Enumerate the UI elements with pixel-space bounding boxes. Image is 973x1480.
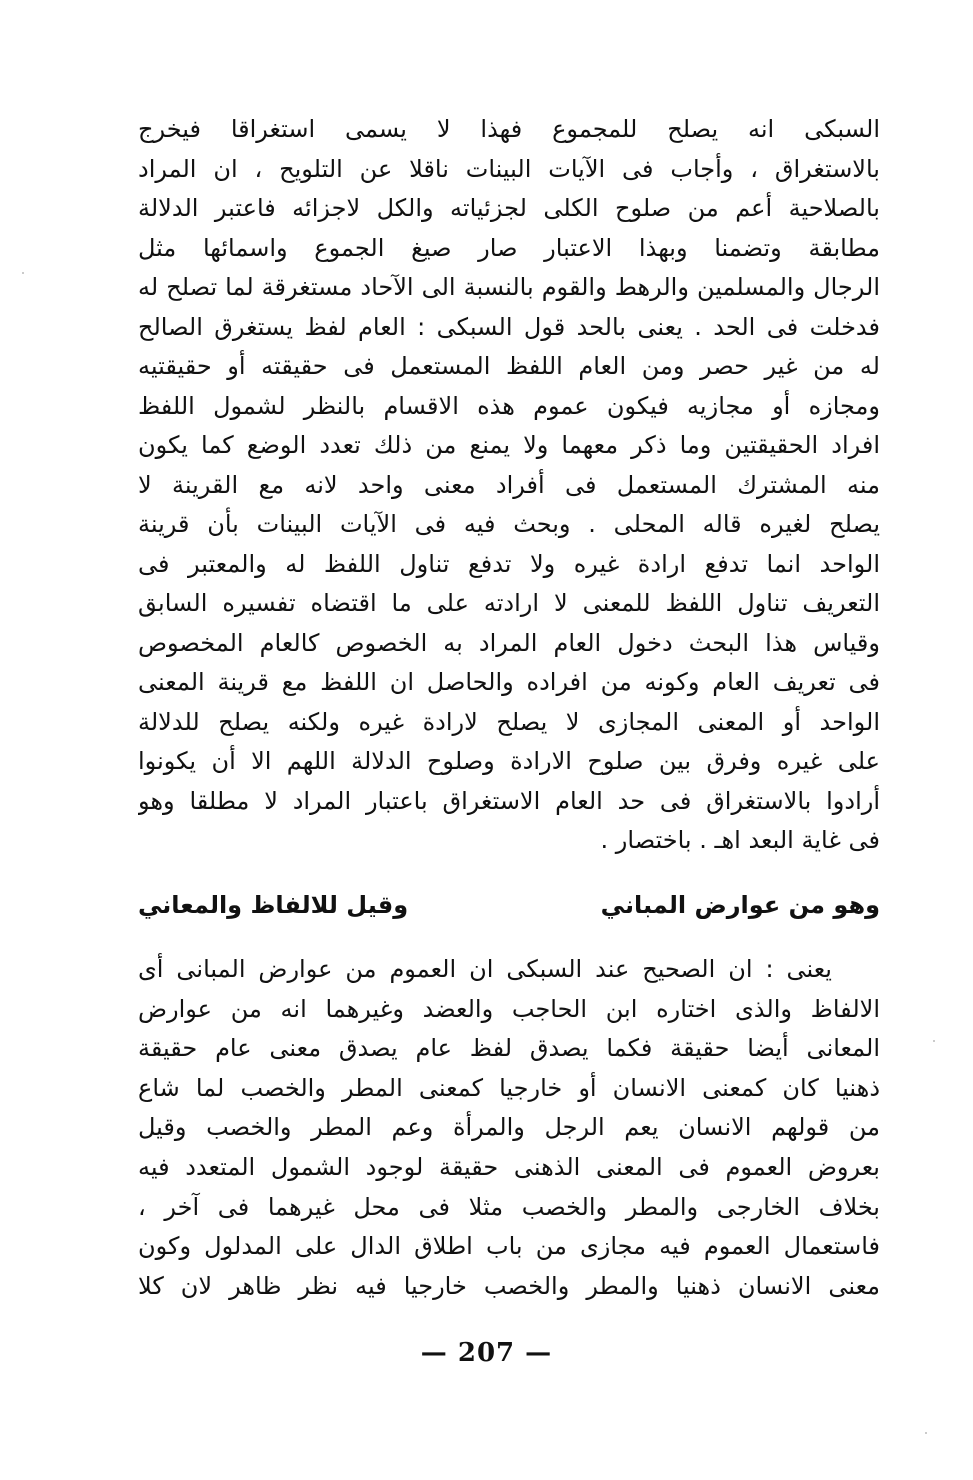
text-line: منه المشترك المستعمل فى أفراد معنى واحد لانه مع القرينة لا (138, 470, 880, 499)
text-line: الواحد انما تدفع ارادة غيره ولا تدفع تناول اللفظ له والمعتبر فى (138, 549, 880, 578)
text-line: الواحد أو المعنى المجازى لا يصلح لارادة غيره ولكنه يصلح للدلالة (138, 707, 880, 736)
text-line: افراد الحقيقتين وما ذكر معهما ولا يمنع من ذلك تعدد الوضع كما يكون (138, 431, 880, 459)
text-line: له من غير حصر ومن العام اللفظ المستعمل فى حقيقته أو حقيقتيه (138, 352, 880, 380)
text-line: الالفاظ والذى اختاره ابن الحاجب والعضد وغيرهما انه من عوارض (138, 994, 880, 1023)
text-line: فى غاية البعد اهـ . باختصار . (600, 826, 880, 854)
text-line: السبكى انه يصلح للمجموع فهذا لا يسمى استغراقا فيخرج (138, 115, 880, 143)
text-line: أرادوا بالاستغراق فى حد العام الاستغراق باعتبار المراد لا مطلقا وهو (138, 786, 880, 815)
text-line: ذهنيا كان كمعنى الانسان أو خارجيا كمعنى المطر والخصب لما شاع (138, 1073, 880, 1102)
text-line: من قولهم الانسان يعم الرجل والمرأة وعم المطر والخصب وقيل (138, 1113, 880, 1142)
scan-speck (925, 1432, 927, 1434)
text-line: بخلاف الخارجى والمطر والخصب مثلا فى محل غيرهما فى آخر ، (138, 1192, 880, 1221)
text-line: يصلح لغيره قاله المحلى . وبحث فيه فى الآيات البينات بأن قرينة (138, 510, 880, 538)
text-line: فى تعريف العام وكونه من افراده والحاصل ان اللفظ مع قرينة المعنى (138, 668, 880, 696)
text-line: بالصلاحية أعم من صلوح الكلى لجزئياته والكل لاجزائه فاعتبر الدلالة (138, 194, 880, 222)
text-line: التعريف تناول اللفظ للمعنى لا ارادته على ما اقتضاه تفسيره السابق (138, 589, 880, 617)
verse-hemistich-right: وهو من عوارض المباني (600, 891, 880, 919)
commentary-paragraph-bottom (138, 950, 880, 1306)
text-line: بالاستغراق ، وأجاب فى الآيات البينات ناقلا عن التلويح ، ان المراد (138, 154, 880, 183)
text-line: يعنى : ان الصحيح عند السبكى ان العموم من عوارض المبانى أى (138, 955, 832, 983)
text-line: فدخلت فى الحد . يعنى بالحد قول السبكى : العام لفظ يستغرق الصالح (138, 312, 880, 341)
text-line: الرجال والمسلمين والرهط والقوم بالنسبة الى الآحاد مستغرقة لما تصلح له (138, 273, 880, 301)
text-line: ومجازه أو مجازيه فيكون عموم هذه الاقسام بالنظر لشمول اللفظ (138, 391, 880, 420)
commentary-paragraph-top (138, 110, 880, 861)
text-line: مطابقة وتضمنا وبهذا الاعتبار صار صيغ الجموع واسمائها مثل (138, 233, 880, 262)
text-line: على غيره وفرق بين صلوح الارادة وصلوح الدلالة اللهم الا أن يكونوا (138, 747, 880, 775)
text-line: معنى الانسان ذهنيا والمطر والخصب خارجيا فيه نظر ظاهر لان كلا (138, 1271, 880, 1300)
scan-speck (22, 272, 24, 274)
text-line: المعانى أيضا حقيقة فكما يصدق لفظ عام يصدق معنى عام حقيقة (138, 1034, 880, 1063)
page-number: — 207 — (420, 1338, 553, 1368)
verse-hemistich-left: وقيل للالفاظ والمعاني (138, 891, 409, 919)
text-line: فاستعمال العموم فيه مجازى من باب اطلاق الدال على المدلول وكون (138, 1232, 880, 1261)
scan-speck (933, 1040, 935, 1042)
text-line: وقياس هذا البحث دخول العام المراد به الخصوص كالعام المخصوص (138, 628, 880, 657)
text-line: بعروض العموم فى المعنى الذهنى حقيقة لوجود الشمول المتعدد فيه (138, 1152, 880, 1181)
verse-line (138, 885, 880, 925)
